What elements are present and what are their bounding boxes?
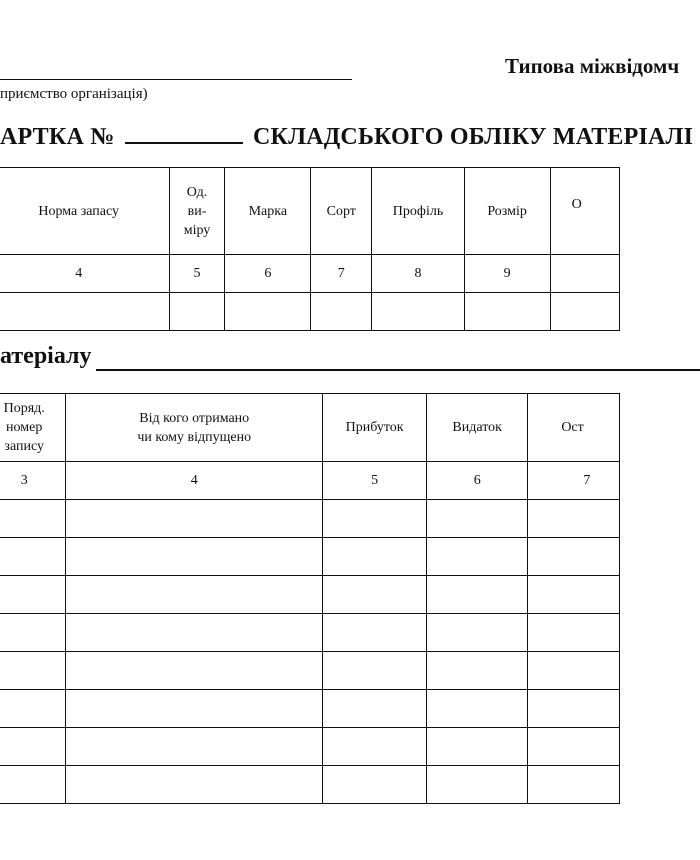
- entry-cell: [66, 500, 323, 538]
- entry-cell: [528, 538, 620, 576]
- material-title: атеріалу: [0, 343, 92, 369]
- card-title-prefix: АРТКА №: [0, 124, 115, 150]
- material-name-underline: [96, 369, 700, 371]
- entry-cell: [66, 690, 323, 728]
- entry-cell: [427, 500, 528, 538]
- entry-cell: [372, 293, 464, 331]
- entry-cell: [427, 538, 528, 576]
- entry-cell: [323, 690, 427, 728]
- entry-cell: [66, 728, 323, 766]
- entry-cell: [323, 576, 427, 614]
- number-cell: 7: [528, 462, 620, 500]
- entry-cell: [0, 728, 66, 766]
- entry-cell: [66, 538, 323, 576]
- entry-cell: [427, 690, 528, 728]
- form-title: Типова міжвідомч: [505, 54, 680, 78]
- header-income: Прибуток: [323, 394, 427, 462]
- entry-cell: [0, 576, 66, 614]
- table-row: [0, 500, 620, 538]
- entry-cell: [550, 293, 619, 331]
- table-row: [0, 728, 620, 766]
- table-row: [0, 576, 620, 614]
- entry-cell: [0, 766, 66, 804]
- org-caption: приємство організація): [0, 86, 148, 102]
- entry-cell: [0, 690, 66, 728]
- entry-cell: [427, 652, 528, 690]
- header-row: [0, 394, 620, 462]
- entry-cell: [427, 766, 528, 804]
- entry-cell: [323, 538, 427, 576]
- entry-cell: [0, 500, 66, 538]
- number-cell: 4: [66, 462, 323, 500]
- number-row: [0, 462, 620, 500]
- header-from-to: Від кого отримано чи кому відпущено: [66, 394, 323, 462]
- header-grade: Сорт: [311, 168, 372, 255]
- table-row: [0, 690, 620, 728]
- entry-cell: [528, 614, 620, 652]
- header-record-number: Поряд. номер запису: [0, 394, 66, 462]
- entry-cell: [225, 293, 311, 331]
- number-cell: [550, 255, 619, 293]
- table-row: [0, 766, 620, 804]
- number-cell: 3: [0, 462, 66, 500]
- header-size: Розмір: [464, 168, 550, 255]
- entry-cell: [464, 293, 550, 331]
- material-properties-table: [0, 167, 620, 331]
- card-title: [0, 124, 693, 151]
- header-balance: Ост: [528, 394, 620, 462]
- table-row: [0, 538, 620, 576]
- number-cell: 9: [464, 255, 550, 293]
- entry-cell: [0, 538, 66, 576]
- entry-row: [0, 293, 620, 331]
- number-cell: 8: [372, 255, 464, 293]
- number-cell: 5: [169, 255, 225, 293]
- entry-cell: [528, 690, 620, 728]
- header-row: [0, 168, 620, 255]
- entry-cell: [323, 652, 427, 690]
- card-number-blank: [125, 124, 243, 144]
- entry-cell: [528, 766, 620, 804]
- entry-cell: [528, 500, 620, 538]
- entry-cell: [427, 614, 528, 652]
- number-cell: 5: [323, 462, 427, 500]
- entry-cell: [528, 576, 620, 614]
- number-cell: 6: [225, 255, 311, 293]
- entry-cell: [528, 728, 620, 766]
- movement-table: [0, 393, 620, 804]
- entry-cell: [0, 614, 66, 652]
- movement-entries: [0, 500, 620, 804]
- header-partial: О: [550, 168, 619, 255]
- entry-cell: [427, 576, 528, 614]
- header-profile: Профіль: [372, 168, 464, 255]
- number-cell: 4: [0, 255, 169, 293]
- header-norm-stock: Норма запасу: [0, 168, 169, 255]
- header-expense: Видаток: [427, 394, 528, 462]
- entry-cell: [66, 652, 323, 690]
- header-unit: Од. ви- міру: [169, 168, 225, 255]
- entry-cell: [311, 293, 372, 331]
- entry-cell: [169, 293, 225, 331]
- number-cell: 7: [311, 255, 372, 293]
- entry-cell: [0, 293, 169, 331]
- org-name-underline: [0, 79, 352, 80]
- entry-cell: [427, 728, 528, 766]
- header-mark: Марка: [225, 168, 311, 255]
- table-row: [0, 652, 620, 690]
- entry-cell: [323, 614, 427, 652]
- entry-cell: [323, 500, 427, 538]
- entry-cell: [0, 652, 66, 690]
- entry-cell: [528, 652, 620, 690]
- entry-cell: [323, 766, 427, 804]
- entry-cell: [66, 576, 323, 614]
- table-row: [0, 614, 620, 652]
- card-title-suffix: СКЛАДСЬКОГО ОБЛІКУ МАТЕРІАЛІ: [252, 124, 694, 150]
- number-cell: 6: [427, 462, 528, 500]
- number-row: [0, 255, 620, 293]
- entry-cell: [66, 766, 323, 804]
- entry-cell: [323, 728, 427, 766]
- entry-cell: [66, 614, 323, 652]
